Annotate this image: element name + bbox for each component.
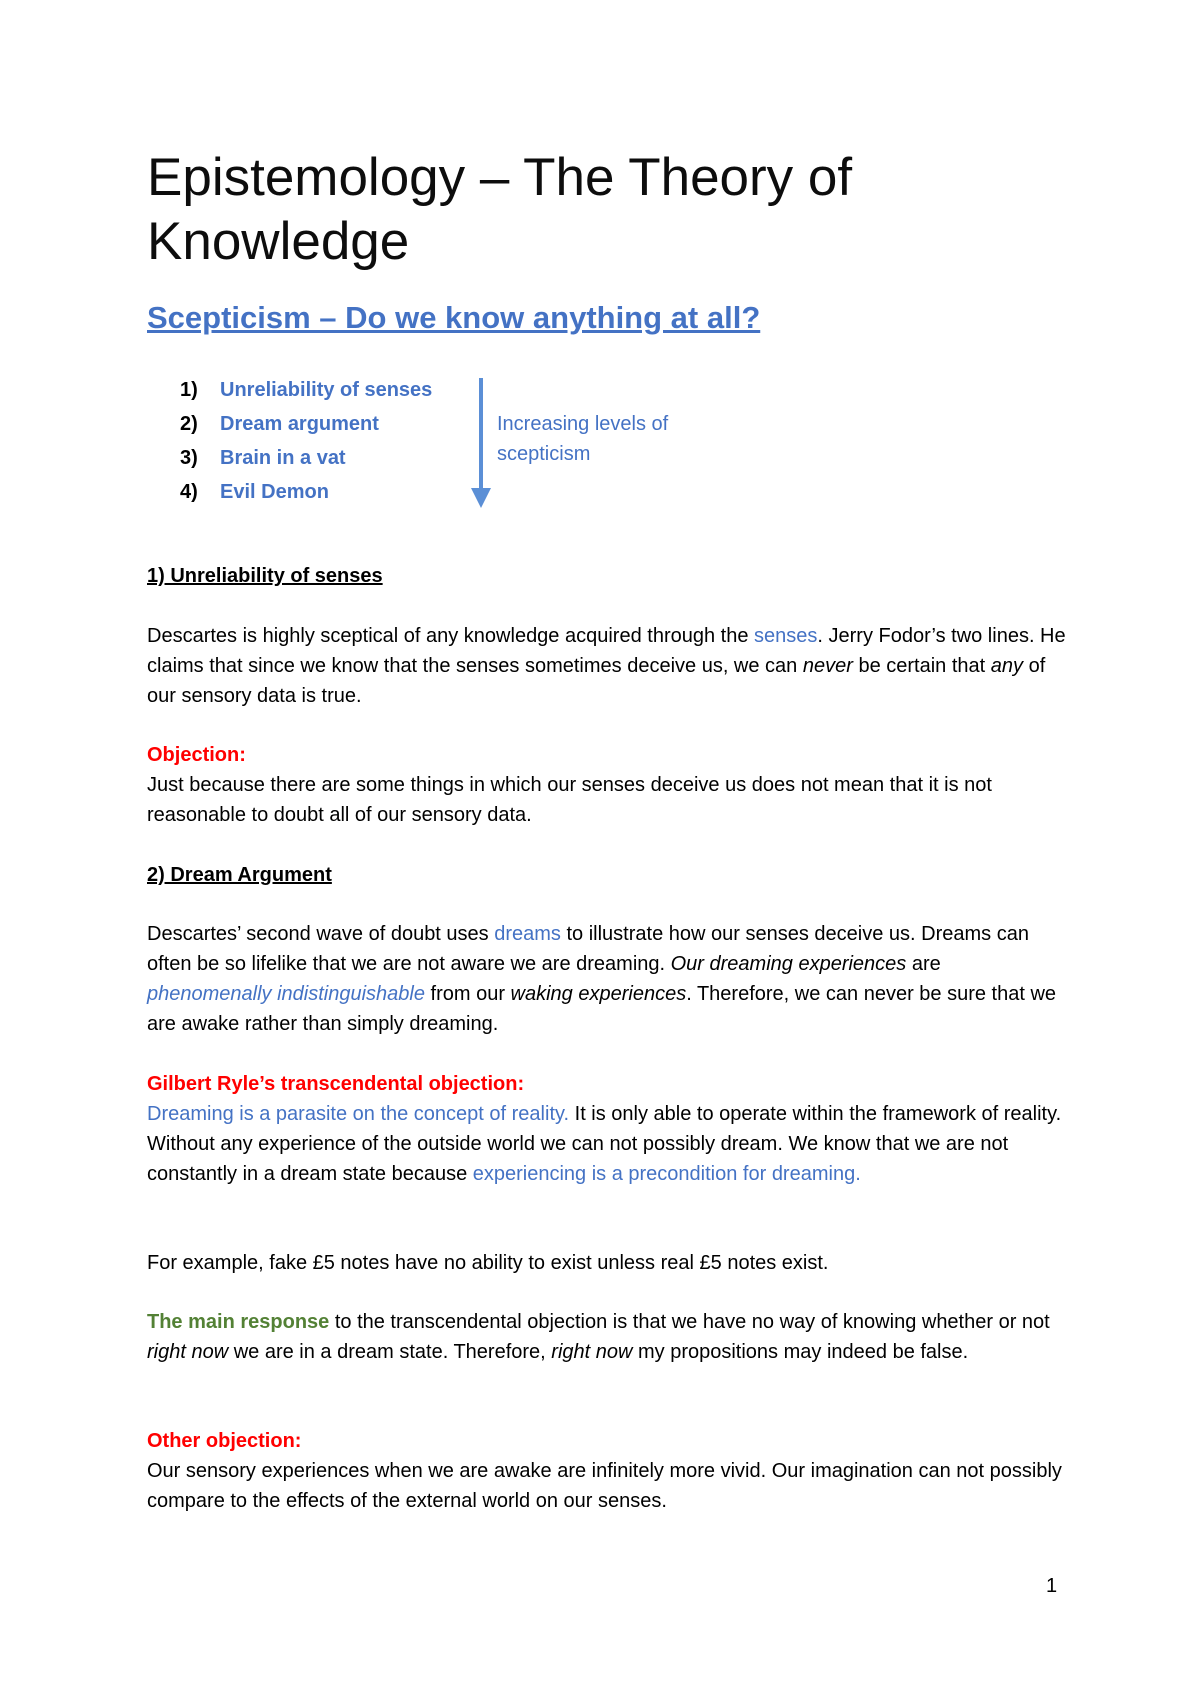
page-number: 1 xyxy=(1046,1575,1058,1597)
section-heading-2: 2) Dream Argument xyxy=(147,864,332,886)
emphasis-any: any xyxy=(990,655,1024,677)
paragraph-dreams: Descartes’ second wave of doubt uses dreams to illustrate how our senses deceive us. Dreams can often be so lifelike that we are not aware we are dreaming. Our dreaming experiences are phenomenally indistinguishable from our waking experiences. Therefore, we can never be sure that we are awake rather than simply dreaming. xyxy=(147,923,1057,1035)
highlight-phenomenally: phenomenally indistinguishable xyxy=(147,983,425,1005)
objection-label: Objection: xyxy=(147,744,246,766)
list-label: Evil Demon xyxy=(220,481,329,503)
emphasis-never: never xyxy=(802,655,853,677)
ryle-objection-text: Dreaming is a parasite on the concept of reality. It is only able to operate within the framework of reality. Without any experience of the outside world we can not possibly dream. We know that we are not constantly in a dream state because experiencing is a precondition for dreaming. xyxy=(147,1103,1062,1185)
other-objection-text: Our sensory experiences when we are awake are infinitely more vivid. Our imagination can not possibly compare to the effects of the external world on our senses. xyxy=(147,1460,1062,1512)
scepticism-levels-list xyxy=(180,376,432,512)
arrow-label: Increasing levels of scepticism xyxy=(497,413,669,465)
section-heading-1: 1) Unreliability of senses xyxy=(147,565,383,587)
list-number: 2) xyxy=(180,413,198,435)
main-response-label: The main response xyxy=(147,1311,330,1333)
list-item xyxy=(180,410,432,444)
list-number: 3) xyxy=(180,447,198,469)
down-arrow-icon xyxy=(469,376,493,510)
objection-text: Just because there are some things in which our senses deceive us does not mean that it is not reasonable to doubt all of our sensory data. xyxy=(147,774,992,826)
main-response-paragraph: The main response to the transcendental objection is that we have no way of knowing whether or not right now we are in a dream state. Therefore, right now my propositions may indeed be false. xyxy=(147,1311,1050,1363)
section-subtitle: Scepticism – Do we know anything at all? xyxy=(147,300,761,335)
list-item xyxy=(180,376,432,410)
highlight-dreams: dreams xyxy=(494,923,561,945)
list-label: Dream argument xyxy=(220,413,379,435)
example-paragraph: For example, fake £5 notes have no ability to exist unless real £5 notes exist. xyxy=(147,1252,829,1274)
page-title: Epistemology – The Theory of Knowledge xyxy=(147,148,853,271)
list-item xyxy=(180,444,432,478)
ryle-objection-label: Gilbert Ryle’s transcendental objection: xyxy=(147,1073,525,1095)
list-label: Brain in a vat xyxy=(220,447,346,469)
list-label: Unreliability of senses xyxy=(220,379,433,401)
paragraph-senses: Descartes is highly sceptical of any knowledge acquired through the senses. Jerry Fodor’s two lines. He claims that since we know that the senses sometimes deceive us, we can never be certain that any of our sensory data is true. xyxy=(147,625,1066,707)
other-objection-label: Other objection: xyxy=(147,1430,302,1452)
list-number: 1) xyxy=(180,379,198,401)
list-item xyxy=(180,478,432,512)
highlight-senses: senses xyxy=(754,625,818,647)
list-number: 4) xyxy=(180,481,198,503)
